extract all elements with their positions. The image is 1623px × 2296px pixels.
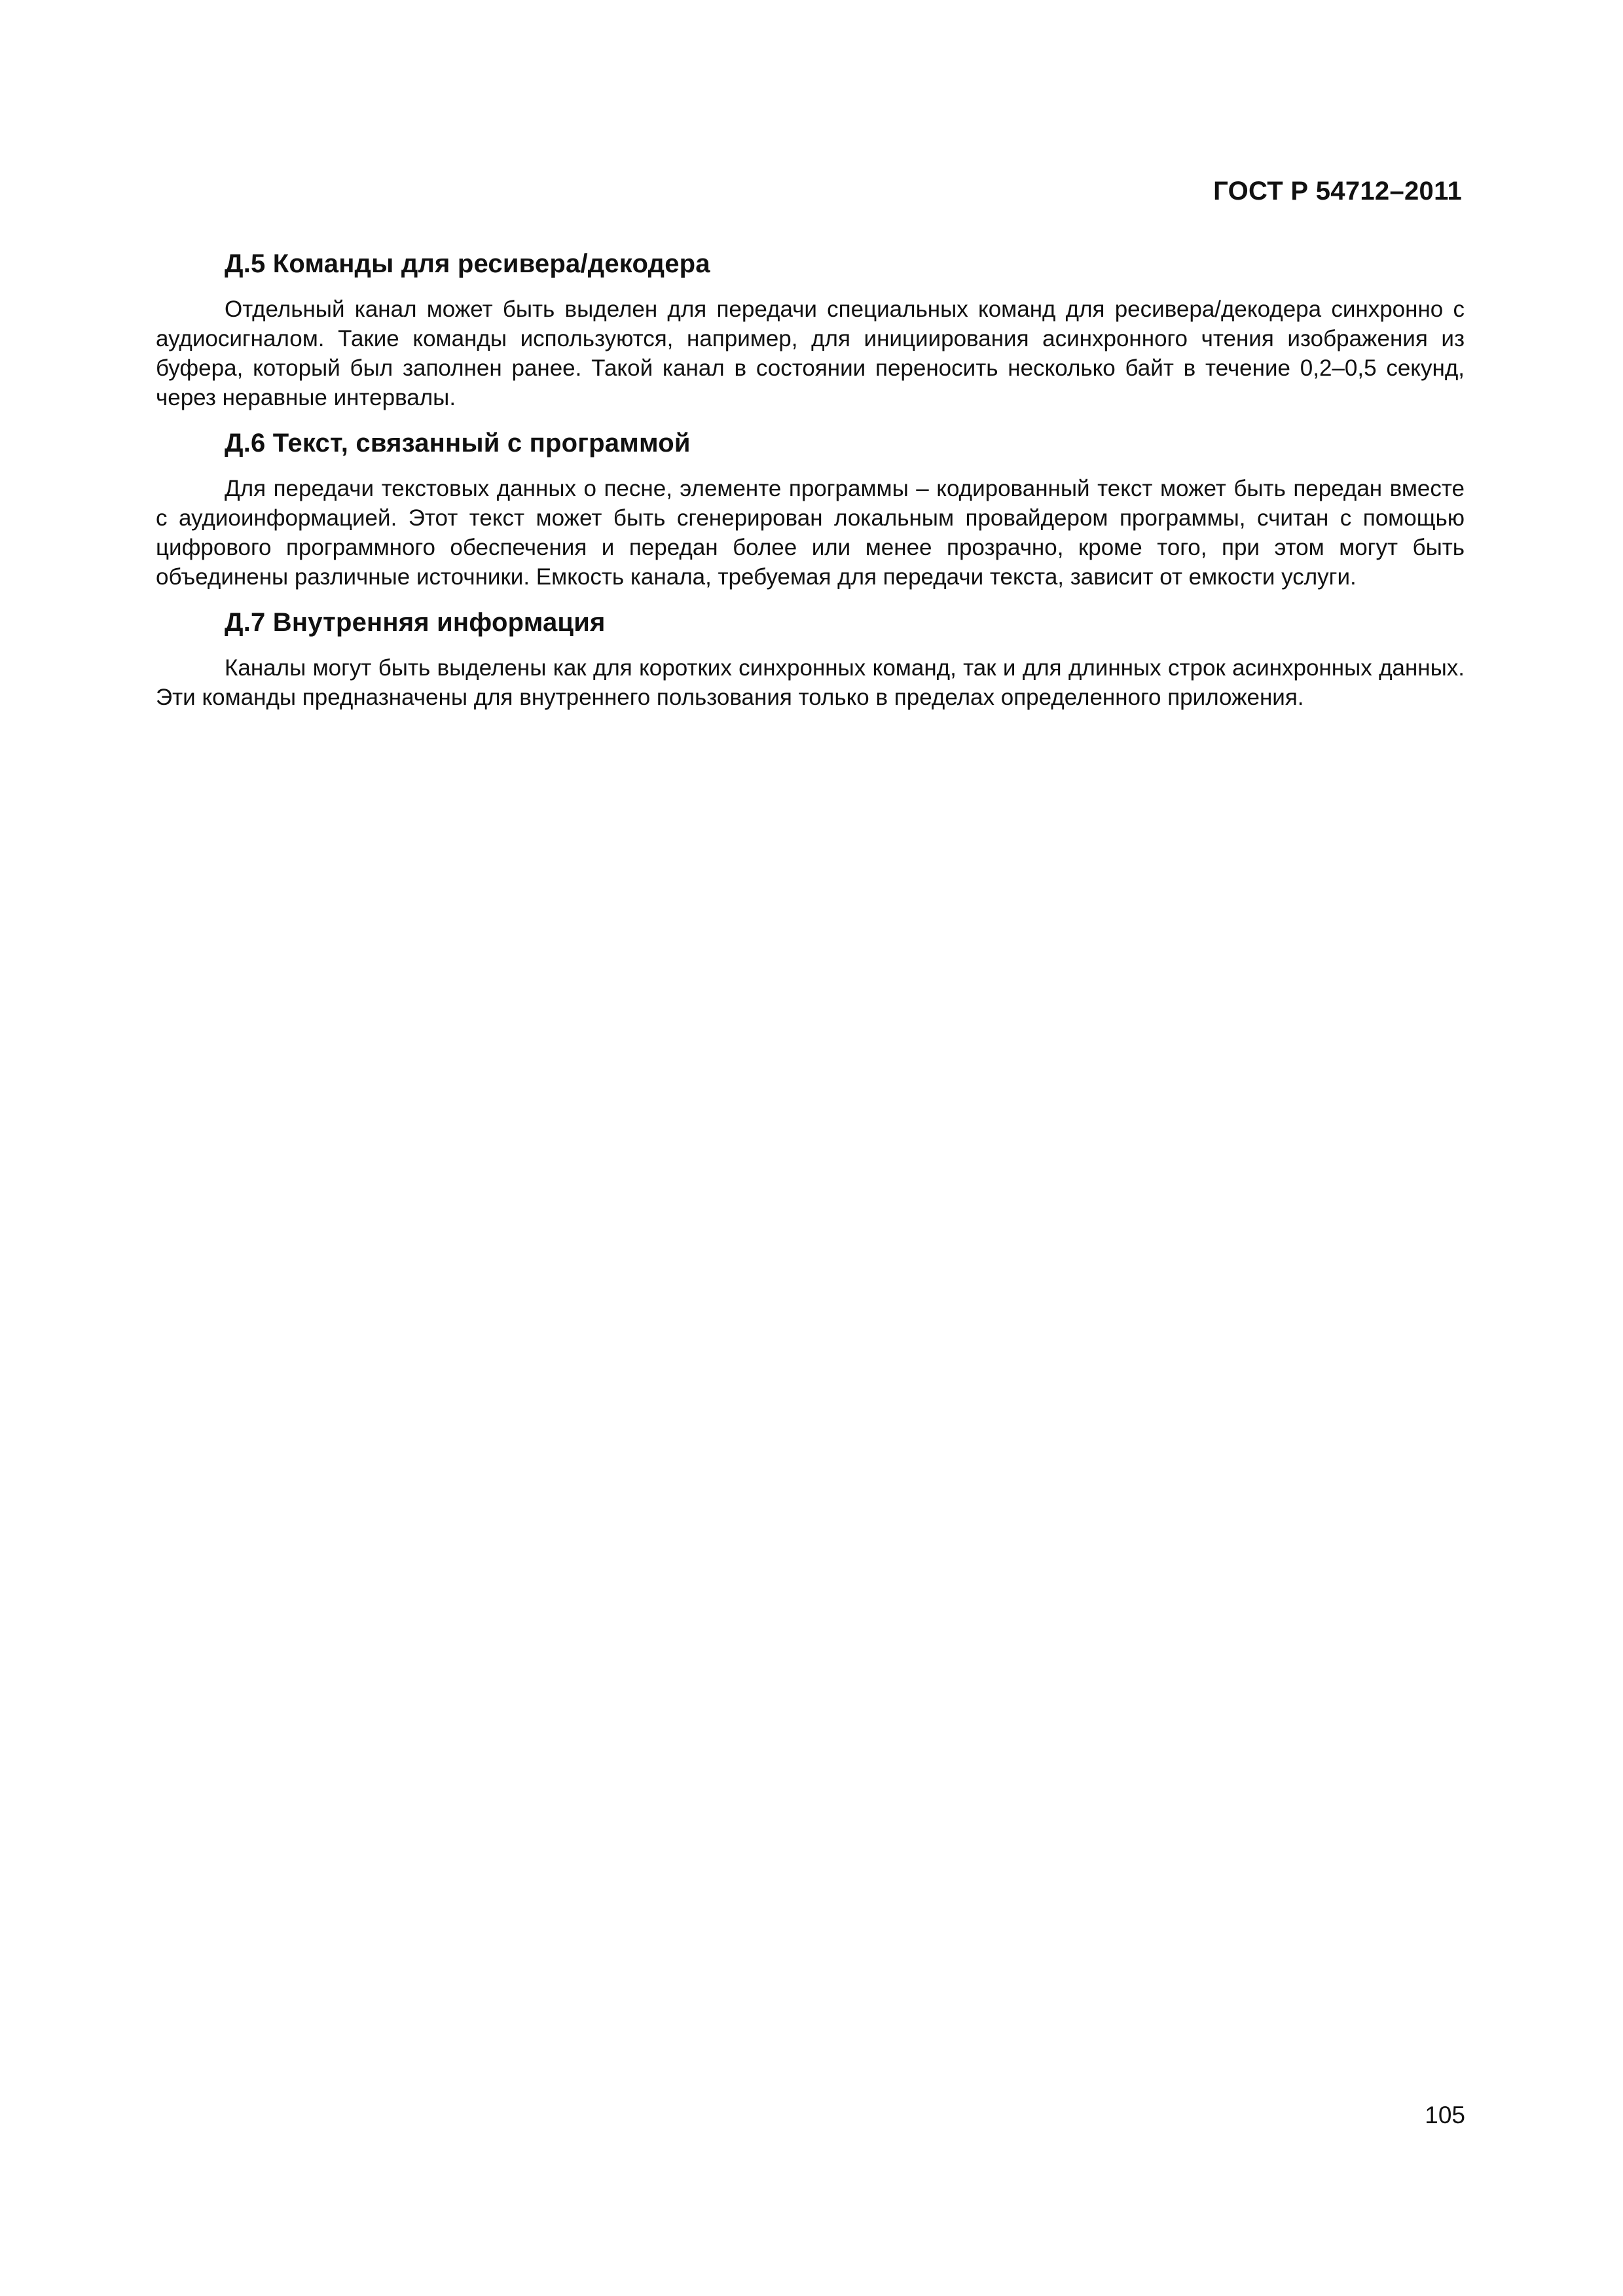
section-heading: Д.6 Текст, связанный с программой [225,429,691,457]
document-body [156,247,1465,726]
section-paragraph: Каналы могут быть выделены как для коротких синхронных команд, так и для длинных строк асинхронных данных. Эти команды предназначены для внутреннего пользования только в пределах определенного приложения. [156,655,1465,710]
document-code: ГОСТ Р 54712–2011 [1213,177,1462,206]
page-number: 105 [1425,2102,1465,2128]
section-heading: Д.5 Команды для ресивера/декодера [225,249,710,278]
section-paragraph: Для передачи текстовых данных о песне, элементе программы – кодированный текст может быть передан вместе с аудиоинформацией. Этот текст может быть сгенерирован локальным провайдером программы, считан с помощью цифрового программного обеспечения и передан более или менее прозрачно, кроме того, при этом могут быть объединены различные источники. Емкость канала, требуемая для передачи текста, зависит от емкости услуги. [156,476,1465,590]
section-heading: Д.7 Внутренняя информация [225,608,606,637]
section-d6 [156,427,1465,592]
section-d5 [156,247,1465,412]
section-paragraph: Отдельный канал может быть выделен для передачи специальных команд для ресивера/декодера синхронно с аудиосигналом. Такие команды используются, например, для инициирования асинхронного чтения изображения из буфера, который был заполнен ранее. Такой канал в состоянии переносить несколько байт в течение 0,2–0,5 секунд, через неравные интервалы. [156,296,1465,410]
section-d7 [156,606,1465,712]
